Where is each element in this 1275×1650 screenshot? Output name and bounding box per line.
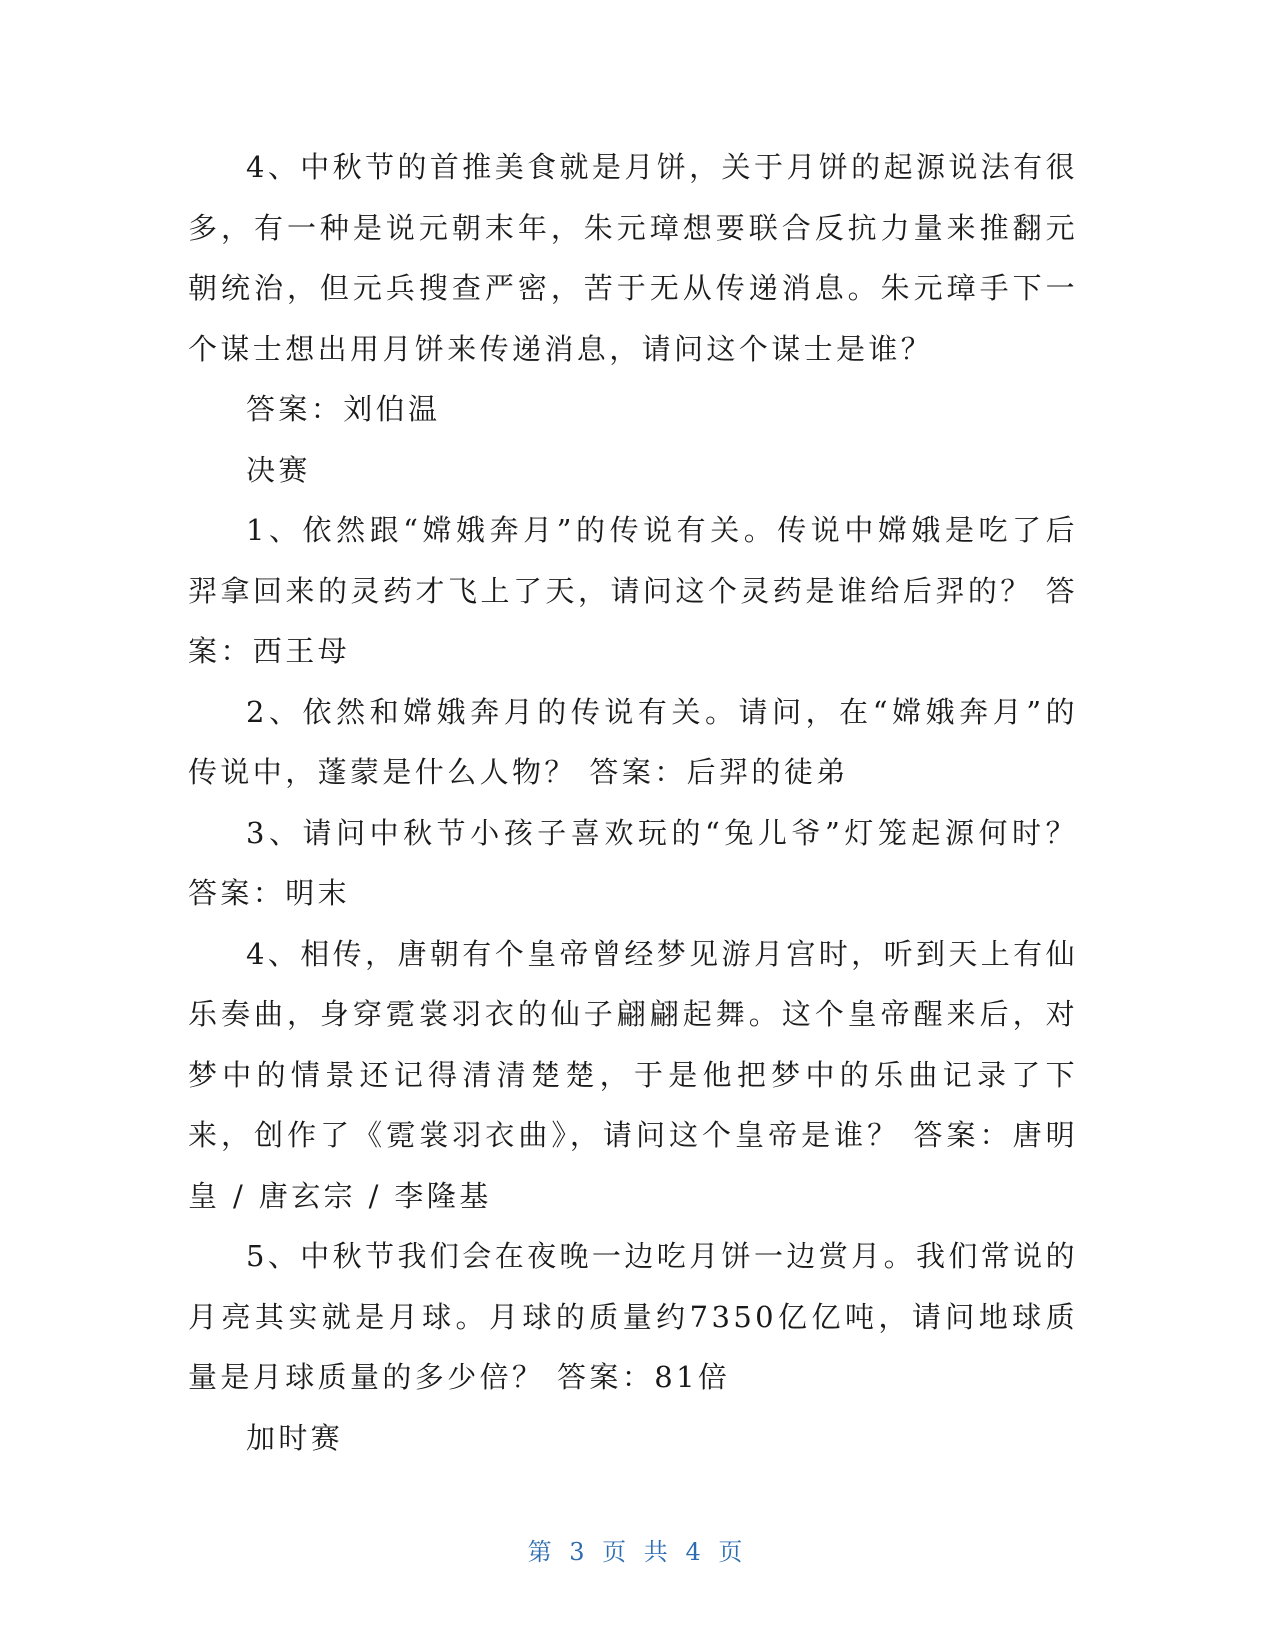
answer-4: 答案：刘伯温 xyxy=(246,392,441,426)
final-question-1: 1、依然跟“嫦娥奔月”的传说有关。传说中嫦娥是吃了后羿拿回来的灵药才飞上了天，请问这个灵药是谁给后羿的？ 答案：西王母 xyxy=(188,513,1078,668)
section-heading-final: 决赛 xyxy=(246,452,311,487)
final-question-5: 5、中秋节我们会在夜晚一边吃月饼一边赏月。我们常说的月亮其实就是月球。月球的质量约7350亿亿吨，请问地球质量是月球质量的多少倍？ 答案：81倍 xyxy=(188,1239,1078,1394)
question-4-mooncake: 4、中秋节的首推美食就是月饼，关于月饼的起源说法有很多，有一种是说元朝末年，朱元璋想要联合反抗力量来推翻元朝统治，但元兵搜查严密，苦于无从传递消息。朱元璋手下一个谋士想出用月饼来传递消息，请问这个谋士是谁？ xyxy=(188,150,1078,366)
final-question-4: 4、相传，唐朝有个皇帝曾经梦见游月宫时，听到天上有仙乐奏曲，身穿霓裳羽衣的仙子翩翩起舞。这个皇帝醒来后，对梦中的情景还记得清清楚楚，于是他把梦中的乐曲记录了下来，创作了《霓裳羽衣曲》，请问这个皇帝是谁？ 答案：唐明皇 / 唐玄宗 / 李隆基 xyxy=(188,936,1078,1213)
section-heading-overtime: 加时赛 xyxy=(246,1420,344,1455)
page-number-footer: 第 3 页 共 4 页 xyxy=(527,1538,748,1566)
final-question-3: 3、请问中秋节小孩子喜欢玩的“兔儿爷”灯笼起源何时？ 答案：明末 xyxy=(188,815,1078,910)
final-question-2: 2、依然和嫦娥奔月的传说有关。请问，在“嫦娥奔月”的传说中，蓬蒙是什么人物？ 答案：后羿的徒弟 xyxy=(188,694,1078,789)
document-body xyxy=(188,137,1078,1468)
